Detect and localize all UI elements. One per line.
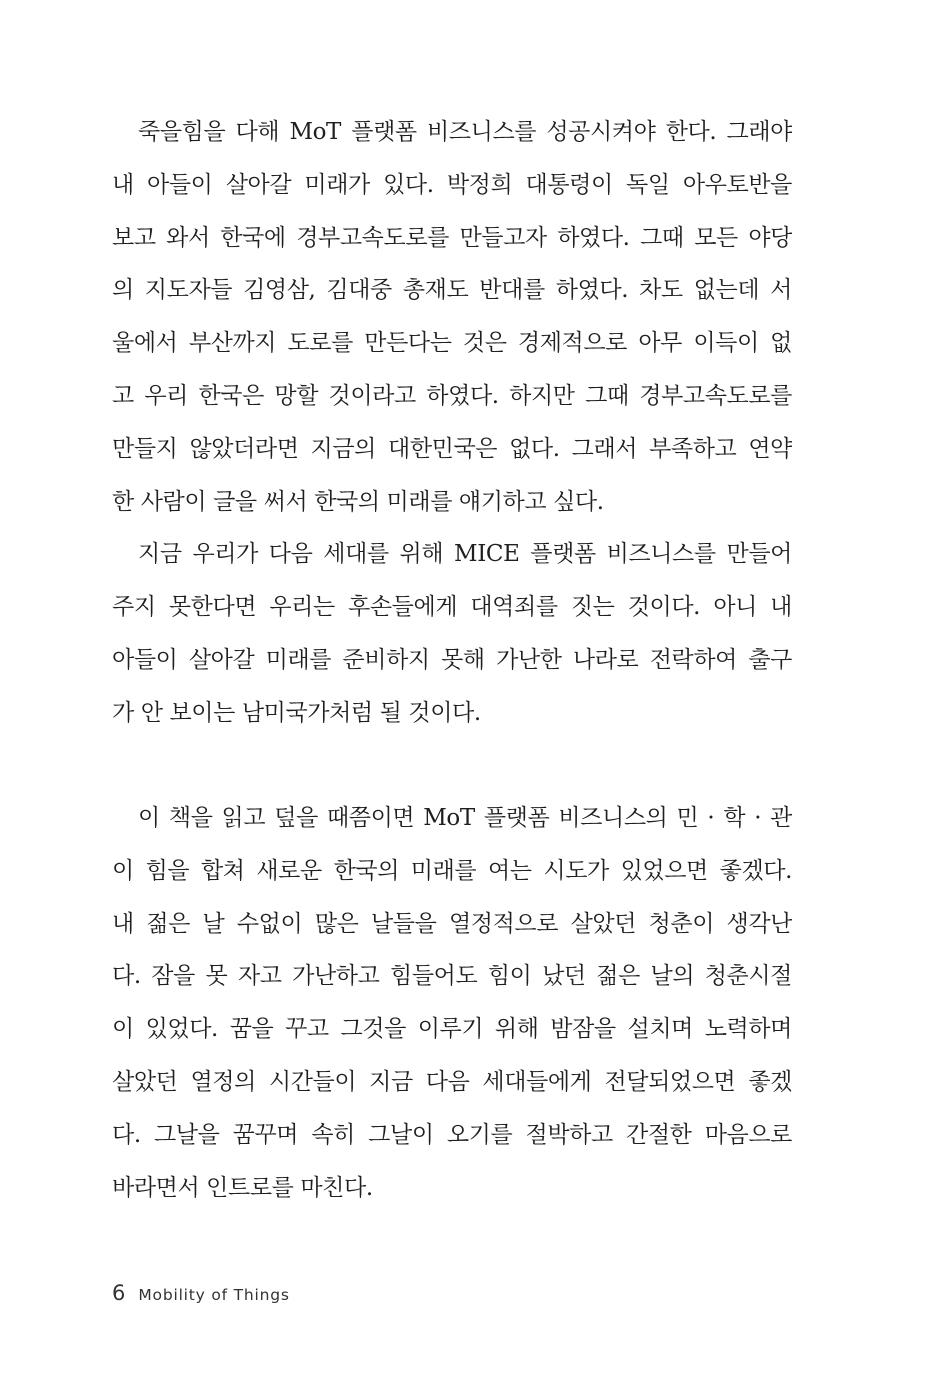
paragraph-line: 가 안 보이는 남미국가처럼 될 것이다. bbox=[112, 699, 481, 726]
paragraph-line: 의 지도자들 김영삼, 김대중 총재도 반대를 하였다. 차도 없는데 서 bbox=[112, 277, 792, 304]
body-text-lower bbox=[112, 792, 792, 1214]
paragraph-line: 내 젊은 날 수없이 많은 날들을 열정적으로 살았던 청춘이 생각난 bbox=[112, 910, 792, 937]
paragraph-line: 한 사람이 글을 써서 한국의 미래를 얘기하고 싶다. bbox=[112, 488, 604, 515]
paragraph-line: 이 있었다. 꿈을 꾸고 그것을 이루기 위해 밤잠을 설치며 노력하며 bbox=[112, 1016, 792, 1043]
paragraph-line: 죽을힘을 다해 MoT 플랫폼 비즈니스를 성공시켜야 한다. 그래야 bbox=[138, 119, 792, 145]
paragraph-line: 고 우리 한국은 망할 것이라고 하였다. 하지만 그때 경부고속도로를 bbox=[112, 382, 792, 409]
paragraph-line: 바라면서 인트로를 마친다. bbox=[112, 1174, 373, 1201]
paragraph-line: 내 아들이 살아갈 미래가 있다. 박정희 대통령이 독일 아우토반을 bbox=[112, 171, 792, 198]
paragraph-line: 이 힘을 합쳐 새로운 한국의 미래를 여는 시도가 있었으면 좋겠다. bbox=[112, 857, 792, 884]
paragraph-line: 보고 와서 한국에 경부고속도로를 만들고자 하였다. 그때 모든 야당 bbox=[112, 224, 792, 251]
paragraph-line: 만들지 않았더라면 지금의 대한민국은 없다. 그래서 부족하고 연약 bbox=[112, 435, 792, 462]
running-title: Mobility of Things bbox=[138, 1286, 290, 1304]
page-footer bbox=[112, 1281, 290, 1311]
body-text-upper bbox=[112, 106, 792, 740]
paragraph-line: 아들이 살아갈 미래를 준비하지 못해 가난한 나라로 전락하여 출구 bbox=[112, 646, 792, 673]
paragraph-line: 이 책을 읽고 덮을 때쯤이면 MoT 플랫폼 비즈니스의 민 · 학 · 관 bbox=[138, 805, 792, 831]
paragraph-line: 다. 잠을 못 자고 가난하고 힘들어도 힘이 났던 젊은 날의 청춘시절 bbox=[112, 963, 792, 990]
paragraph-line: 다. 그날을 꿈꾸며 속히 그날이 오기를 절박하고 간절한 마음으로 bbox=[112, 1121, 792, 1148]
page-number: 6 bbox=[112, 1281, 126, 1305]
paragraph-line: 살았던 열정의 시간들이 지금 다음 세대들에게 전달되었으면 좋겠 bbox=[112, 1068, 792, 1095]
paragraph-line: 울에서 부산까지 도로를 만든다는 것은 경제적으로 아무 이득이 없 bbox=[112, 330, 792, 357]
paragraph-line: 지금 우리가 다음 세대를 위해 MICE 플랫폼 비즈니스를 만들어 bbox=[138, 541, 792, 568]
paragraph-line: 주지 못한다면 우리는 후손들에게 대역죄를 짓는 것이다. 아니 내 bbox=[112, 594, 792, 621]
